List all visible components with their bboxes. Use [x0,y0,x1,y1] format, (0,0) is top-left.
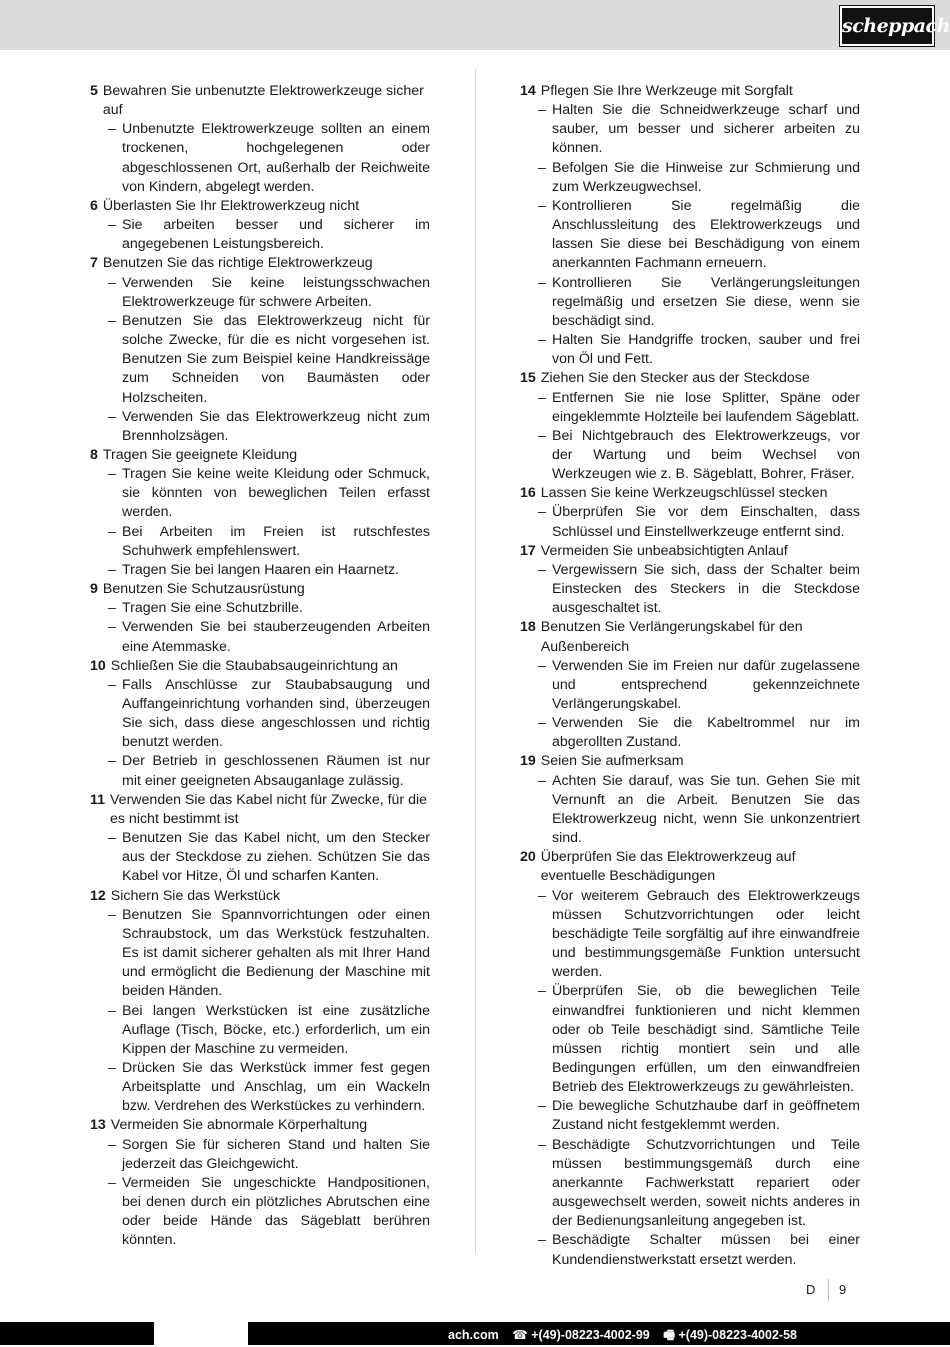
bullet-text: Der Betrieb in geschlossenen Räumen ist nur mit einer geeigneten Absauganlage zulässig. [122,753,430,789]
instruction-bullet [90,906,430,1002]
instruction-bullet [520,1136,860,1232]
bullet-text: Vor weiterem Gebrauch des Elektrowerkzeugs müssen Schutzvorrichtungen oder leicht beschädigte Teile sorgfältig auf ihre einwandfreie und bestimmungsgemäße Funktion untersucht werden. [552,887,860,981]
bullet-dash: – [108,619,116,636]
instruction-title: Benutzen Sie Schutzausrüstung [102,581,305,598]
bullet-dash: – [108,1174,116,1191]
bullet-text: Tragen Sie keine weite Kleidung oder Schmuck, sie könnten von beweglichen Teilen erfasst werden. [122,466,430,521]
instruction-number: 8 [90,446,98,463]
instruction-item [520,542,860,619]
instruction-title: Pflegen Sie Ihre Werkzeuge mit Sorgfalt [540,83,793,99]
instruction-bullet [90,618,430,656]
instruction-bullet [90,408,430,446]
instruction-item [520,484,860,541]
bullet-dash: – [108,830,116,847]
bullet-text: Unbenutzte Elektrowerkzeuge sollten an einem trockenen, hochgelegenen oder abgeschlossenen Ort, außerhalb der Reichweite von Kindern, abgelegt werden. [122,121,430,195]
bullet-text: Vermeiden Sie ungeschickte Handpositionen, bei denen durch ein plötzliches Abrutschen eine oder beide Hände das Sägeblatt berühren könnten. [122,1174,430,1249]
instruction-title: Überprüfen Sie das Elektrowerkzeug auf eventuelle Beschädigungen [540,849,796,885]
instruction-number: 10 [90,657,106,674]
instruction-heading [90,580,430,599]
instruction-bullet [520,887,860,983]
bullet-dash: – [108,466,116,483]
bullet-text: Benutzen Sie das Elektrowerkzeug nicht für solche Zwecke, für die es nicht vorgesehen ist. Benutzen Sie zum Beispiel keine Handkreissäge zum Schneiden von Baumästen oder Holzscheiten. [122,312,430,406]
bottom-bar-gap [154,1322,248,1345]
bullet-dash: – [108,676,116,693]
bullet-dash: – [538,1232,546,1249]
bullet-dash: – [538,1098,546,1115]
instruction-number: 6 [90,197,98,214]
instruction-bullet [90,274,430,312]
bullet-text: Beschädigte Schutzvorrichtungen und Teile müssen bestimmungsgemäß durch eine anerkannte Fachwerkstatt repariert oder ausgewechselt werden, soweit nichts anderes in der Bedienungsanleitung angegeben ist. [552,1136,860,1230]
bullet-text: Verwenden Sie im Freien nur dafür zugelassene und entsprechend gekennzeichnete Verlängerungskabel. [552,657,860,712]
instruction-title: Lassen Sie keine Werkzeugschlüssel stecken [540,485,828,502]
bullet-dash: – [538,159,546,176]
bullet-dash: – [538,102,546,119]
instruction-number: 12 [90,887,106,904]
instruction-item [90,887,430,1117]
instruction-bullet [90,465,430,522]
instruction-title: Vermeiden Sie abnormale Körperhaltung [110,1117,368,1134]
instruction-bullet [90,216,430,254]
instruction-bullet [90,120,430,197]
instruction-number: 11 [90,791,105,808]
instruction-number: 7 [90,255,98,272]
instruction-bullet [520,389,860,427]
bullet-dash: – [538,561,546,578]
instruction-bullet [520,427,860,484]
instruction-bullet [520,159,860,197]
bullet-dash: – [108,753,116,770]
instruction-title: Schließen Sie die Staubabsaugeinrichtung an [110,657,398,674]
instruction-bullet [90,312,430,408]
instruction-item [90,446,430,580]
bullet-text: Vergewissern Sie sich, dass der Schalter beim Einstecken des Steckers in die Steckdose ausgeschaltet ist. [552,561,860,617]
instruction-item [90,197,430,254]
instruction-bullet [520,274,860,331]
bullet-text: Falls Anschlüsse zur Staubabsaugung und Auffangeinrichtung vorhanden sind, überzeugen Sie sich, dass diese angeschlossen und richtig benutzt werden. [122,676,430,751]
bullet-text: Kontrollieren Sie Verlängerungsleitungen regelmäßig und ersetzen Sie diese, wenn sie beschädigt sind. [552,274,860,329]
instruction-heading [90,887,430,906]
bullet-text: Sie arbeiten besser und sicherer im angegebenen Leistungsbereich. [122,217,430,253]
bullet-text: Benutzen Sie das Kabel nicht, um den Stecker aus der Steckdose zu ziehen. Schützen Sie das Kabel vor Hitze, Öl und scharfen Kanten. [122,830,430,885]
bullet-dash: – [538,504,546,521]
instruction-number: 15 [520,370,536,387]
instruction-title: Seien Sie aufmerksam [540,753,684,770]
footer-separator [828,1279,829,1301]
instruction-bullet [520,657,860,714]
instruction-item [90,1116,430,1250]
instruction-heading [520,369,860,388]
bullet-text: Verwenden Sie bei stauberzeugenden Arbeiten eine Atemmaske. [122,619,430,655]
instruction-heading [90,82,430,120]
bullet-text: Achten Sie darauf, was Sie tun. Gehen Sie mit Vernunft an die Arbeit. Benutzen Sie das Elektrowerkzeug nicht, wenn Sie unkonzentriert sind. [552,772,860,847]
bullet-dash: – [538,427,546,444]
bullet-text: Kontrollieren Sie regelmäßig die Anschlussleitung des Elektrowerkzeugs und lassen Sie diese bei Beschädigung von einem anerkannten Fachmann erneuern. [552,197,860,272]
instruction-title: Bewahren Sie unbenutzte Elektrowerkzeuge sicher auf [102,83,424,119]
instruction-heading [520,542,860,561]
instruction-bullet [90,1059,430,1116]
instruction-heading [520,848,860,886]
instruction-heading [90,1116,430,1135]
instruction-item [520,618,860,752]
instruction-number: 5 [90,83,98,99]
instruction-bullet [90,1002,430,1059]
bullet-text: Die bewegliche Schutzhaube darf in geöffnetem Zustand nicht festgeklemmt werden. [552,1098,860,1134]
footer-language: D [806,1282,816,1297]
instruction-bullet [520,101,860,158]
bullet-text: Überprüfen Sie vor dem Einschalten, dass Schlüssel und Einstellwerkzeuge entfernt sind. [552,504,860,540]
instruction-bullet [90,752,430,790]
instruction-title: Vermeiden Sie unbeabsichtigten Anlauf [540,542,788,559]
bottom-contact-bar [0,1322,950,1345]
instruction-heading [520,484,860,503]
instruction-item [520,848,860,1269]
bullet-dash: – [538,983,546,1000]
website-text: ach.com [448,1328,499,1342]
bullet-text: Halten Sie Handgriffe trocken, sauber und frei von Öl und Fett. [552,332,860,368]
instruction-title: Tragen Sie geeignete Kleidung [102,446,298,463]
bullet-text: Bei Nichtgebrauch des Elektrowerkzeugs, vor der Wartung und beim Wechsel von Werkzeugen wie z. B. Sägeblatt, Bohrer, Fräser. [552,427,860,483]
bullet-dash: – [538,772,546,789]
instruction-bullet [520,772,860,849]
instruction-heading [520,82,860,101]
fax-text: 🖷 +(49)-08223-4002-58 [663,1328,797,1342]
instruction-item [520,82,860,369]
instruction-number: 17 [520,542,536,559]
instruction-heading [90,657,430,676]
instruction-bullet [520,982,860,1097]
bullet-text: Drücken Sie das Werkstück immer fest gegen Arbeitsplatte und Anschlag, um ein Wackeln bzw. Verdrehen des Werkstückes zu verhindern. [122,1059,430,1115]
bullet-text: Tragen Sie eine Schutzbrille. [122,600,303,617]
header-bar [0,0,950,50]
bullet-dash: – [108,1136,116,1153]
instruction-bullet [520,561,860,618]
bullet-dash: – [538,274,546,291]
footer-page-number: 9 [839,1282,847,1297]
instruction-item [520,369,860,484]
instruction-number: 16 [520,485,536,502]
instruction-bullet [90,1174,430,1251]
bullet-dash: – [108,1002,116,1019]
instruction-bullet [520,1231,860,1269]
bullet-text: Halten Sie die Schneidwerkzeuge scharf und sauber, um besser und sicherer arbeiten zu können. [552,102,860,157]
contact-info [448,1326,807,1347]
instruction-number: 18 [520,619,536,636]
bullet-dash: – [108,121,116,138]
instruction-heading [520,752,860,771]
instruction-item [90,791,430,887]
bullet-dash: – [108,274,116,291]
bullet-dash: – [108,523,116,540]
instruction-bullet [520,714,860,752]
instruction-number: 13 [90,1117,106,1134]
bullet-dash: – [538,332,546,349]
bullet-dash: – [538,1136,546,1153]
instruction-item [90,580,430,657]
instruction-bullet [90,599,430,618]
instruction-title: Benutzen Sie das richtige Elektrowerkzeug [102,255,373,272]
bullet-dash: – [538,657,546,674]
bullet-dash: – [538,887,546,904]
instruction-item [520,752,860,848]
instruction-bullet [520,503,860,541]
instruction-number: 19 [520,753,536,770]
bullet-dash: – [538,715,546,732]
instruction-bullet [90,523,430,561]
instruction-title: Sichern Sie das Werkstück [110,887,281,904]
instruction-bullet [520,331,860,369]
bullet-dash: – [108,561,116,578]
instruction-bullet [90,676,430,753]
bullet-text: Bei Arbeiten im Freien ist rutschfestes Schuhwerk empfehlenswert. [122,523,430,559]
bullet-dash: – [108,906,116,923]
bullet-text: Verwenden Sie keine leistungsschwachen Elektrowerkzeuge für schwere Arbeiten. [122,274,430,310]
phone-text: ☎ +(49)-08223-4002-99 [512,1328,650,1342]
bullet-dash: – [108,217,116,234]
left-column [90,82,430,1251]
instruction-bullet [520,197,860,274]
instruction-item [90,82,430,197]
right-column [520,82,860,1270]
instruction-title: Ziehen Sie den Stecker aus der Steckdose [540,370,810,387]
instruction-bullet [90,1136,430,1174]
instruction-heading [90,446,430,465]
bullet-dash: – [538,197,546,214]
instruction-number: 9 [90,581,98,598]
bullet-text: Benutzen Sie Spannvorrichtungen oder einen Schraubstock, um das Werkstück festzuhalten. Es ist damit sicherer gehalten als mit Ihrer Hand und ermöglicht die Bedienung der Maschine mit beiden Händen. [122,906,430,1000]
instruction-item [90,657,430,791]
bullet-text: Beschädigte Schalter müssen bei einer Kundendienstwerkstatt ersetzt werden. [552,1232,860,1268]
bullet-dash: – [108,1059,116,1076]
bullet-dash: – [108,408,116,425]
instruction-bullet [90,829,430,886]
bullet-text: Befolgen Sie die Hinweise zur Schmierung und zum Werkzeugwechsel. [552,159,860,195]
instruction-title: Benutzen Sie Verlängerungskabel für den Außenbereich [540,619,803,655]
instruction-bullet [520,1097,860,1135]
bullet-text: Tragen Sie bei langen Haaren ein Haarnetz. [122,561,400,578]
instruction-heading [90,197,430,216]
bullet-dash: – [108,312,116,329]
column-divider [475,68,476,1253]
instruction-item [90,254,430,446]
bullet-dash: – [538,389,546,406]
bullet-text: Verwenden Sie die Kabeltrommel nur im abgerollten Zustand. [552,715,860,751]
instruction-number: 14 [520,83,536,99]
scheppach-logo: scheppach [840,6,934,46]
instruction-heading [520,618,860,656]
instruction-number: 20 [520,849,536,866]
bullet-text: Entfernen Sie nie lose Splitter, Späne oder eingeklemmte Holzteile bei laufendem Sägeblatt. [552,389,860,425]
bullet-text: Überprüfen Sie, ob die beweglichen Teile einwandfrei funktionieren und nicht klemmen oder ob Teile beschädigt sind. Sämtliche Teile müssen richtig montiert sein und alle Bedingungen erfüllen, um den einwandfreien Betrieb des Elektrowerkzeugs zu gewährleisten. [552,983,860,1096]
instruction-title: Verwenden Sie das Kabel nicht für Zwecke, für die es nicht bestimmt ist [110,791,428,827]
instruction-heading [90,254,430,273]
instruction-title: Überlasten Sie Ihr Elektrowerkzeug nicht [102,197,360,214]
bullet-dash: – [108,600,116,617]
bullet-text: Sorgen Sie für sicheren Stand und halten Sie jederzeit das Gleichgewicht. [122,1136,430,1172]
instruction-bullet [90,561,430,580]
bullet-text: Bei langen Werkstücken ist eine zusätzliche Auflage (Tisch, Böcke, etc.) erforderlich, um ein Kippen der Maschine zu vermeiden. [122,1002,430,1057]
bullet-text: Verwenden Sie das Elektrowerkzeug nicht zum Brennholzsägen. [122,408,430,444]
instruction-heading [90,791,430,829]
